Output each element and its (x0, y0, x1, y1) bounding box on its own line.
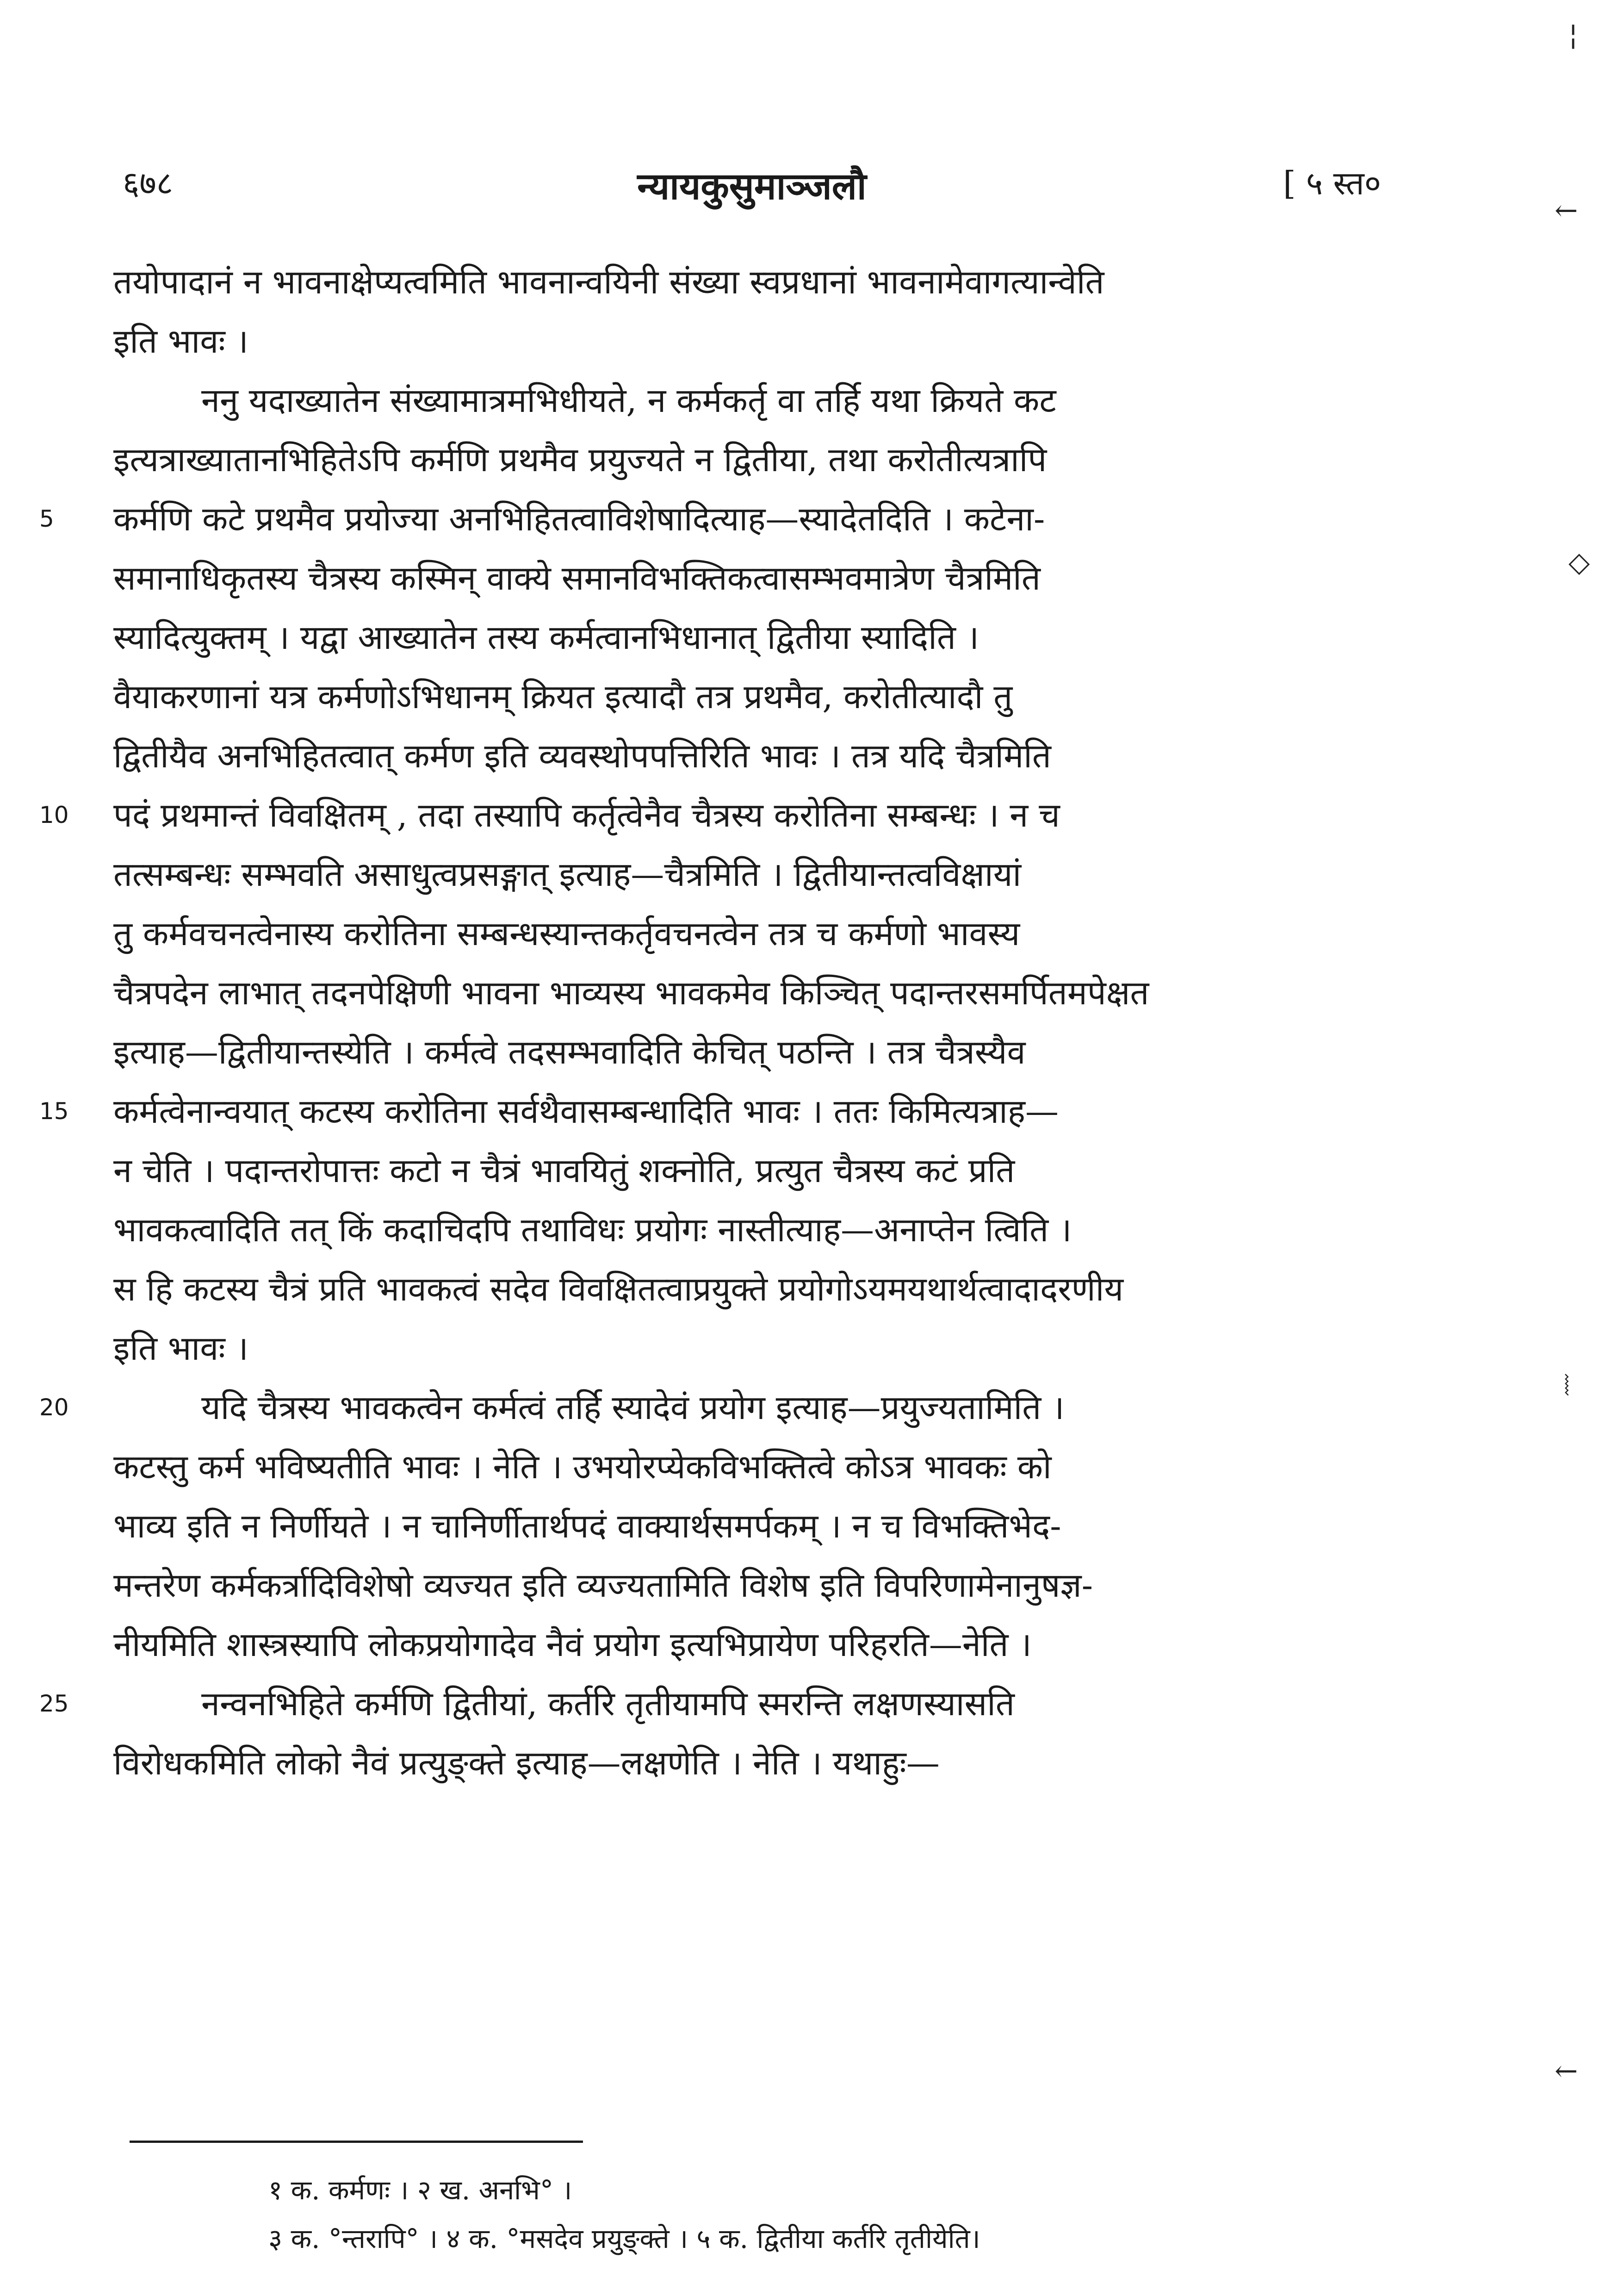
footnote-line: १ क. कर्मणः । २ ख. अनभि° । (268, 2174, 572, 2206)
scan-edge-mark: ← (1555, 2055, 1578, 2087)
main-text (39, 252, 1390, 1793)
section-marker: [ ५ स्त० (1283, 164, 1381, 202)
text-line: तत्सम्बन्धः सम्भवति असाधुत्वप्रसङ्गात् इत्याह—चैत्रमिति । द्वितीयान्तत्वविक्षायां (113, 855, 1022, 894)
line-number: 10 (39, 802, 69, 828)
line-number: 5 (39, 505, 54, 532)
text-line: इत्यत्राख्यातानभिहितेऽपि कर्मणि प्रथमैव प्रयुज्यते न द्वितीया, तथा करोतीत्यत्रापि (113, 440, 1047, 479)
text-line: स हि कटस्य चैत्रं प्रति भावकत्वं सदेव विवक्षितत्वाप्रयुक्ते प्रयोगोऽयमयथार्थत्वादादरणीय (113, 1270, 1124, 1308)
text-line: चैत्रपदेन लाभात् तदनपेक्षिणी भावना भाव्यस्य भावकमेव किञ्चित् पदान्तरसमर्पितमपेक्षत (113, 973, 1149, 1012)
text-line: भावकत्वादिति तत् किं कदाचिदपि तथाविधः प्रयोगः नास्तीत्याह—अनाप्तेन त्विति । (113, 1210, 1072, 1249)
text-line: द्वितीयैव अनभिहितत्वात् कर्मण इति व्यवस्थोपपत्तिरिति भावः । तत्र यदि चैत्रमिति (113, 736, 1051, 775)
line-number: 25 (39, 1690, 69, 1717)
text-line: तु कर्मवचनत्वेनास्य करोतिना सम्बन्धस्यान्तकर्तृवचनत्वेन तत्र च कर्मणो भावस्य (113, 914, 1020, 953)
running-header (123, 160, 1381, 220)
text-line: नीयमिति शास्त्रस्यापि लोकप्रयोगादेव नैवं प्रयोग इत्यभिप्रायेण परिहरति—नेति । (113, 1625, 1032, 1664)
text-line: 5 कर्मणि कटे प्रथमैव प्रयोज्या अनभिहितत्वाविशेषादित्याह—स्यादेतदिति । कटेना- (113, 489, 1390, 548)
text-line: ननु यदाख्यातेन संख्यामात्रमभिधीयते, न कर्मकर्तृ वा तर्हि यथा क्रियते कट (201, 381, 1056, 420)
text-line: इति भावः । (113, 322, 248, 361)
page-number: ६७८ (123, 164, 174, 202)
text-line: कटस्तु कर्म भविष्यतीति भावः । नेति । उभयोरप्येकविभक्तित्वे कोऽत्र भावकः को (113, 1447, 1052, 1486)
footnote-separator (130, 2141, 583, 2143)
footnote-line: ३ क. °न्तरापि° । ४ क. °मसदेव प्रयुङ्क्ते । ५ क. द्वितीया कर्तरि तृतीयेति। (268, 2223, 980, 2254)
text-line: तयोपादानं न भावनाक्षेप्यत्वमिति भावनान्वयिनी संख्या स्वप्रधानां भावनामेवागत्यान्वेति (113, 262, 1104, 301)
text-line: 15 कर्मत्वेनान्वयात् कटस्य करोतिना सर्वथैवासम्बन्धादिति भावः । ततः किमित्यत्राह— (113, 1082, 1390, 1141)
text-line: इति भावः । (113, 1329, 248, 1368)
text-line: इत्याह—द्वितीयान्तस्येति । कर्मत्वे तदसम्भवादिति केचित् पठन्ति । तत्र चैत्रस्यैव (113, 1033, 1026, 1071)
text-line: 25 नन्वनभिहिते कर्मणि द्वितीयां, कर्तरि तृतीयामपि स्मरन्ति लक्षणस्यासति (113, 1674, 1390, 1733)
text-line: भाव्य इति न निर्णीयते । न चानिर्णीतार्थपदं वाक्यार्थसमर्पकम् । न च विभक्तिभेद- (113, 1506, 1061, 1545)
scan-edge-mark: ¦ (1568, 19, 1578, 51)
text-line: समानाधिकृतस्य चैत्रस्य कस्मिन् वाक्ये समानविभक्तिकत्वासम्भवमात्रेण चैत्रमिति (113, 559, 1041, 598)
text-line: न चेति । पदान्तरोपात्तः कटो न चैत्रं भावयितुं शक्नोति, प्रत्युत चैत्रस्य कटं प्रति (113, 1151, 1015, 1190)
text-line: 20 यदि चैत्रस्य भावकत्वेन कर्मत्वं तर्हि स्यादेवं प्रयोग इत्याह—प्रयुज्यतामिति । (113, 1378, 1390, 1437)
scan-edge-mark: ⦚ (1564, 1370, 1570, 1402)
text-line: विरोधकमिति लोको नैवं प्रत्युङ्क्ते इत्याह—लक्षणेति । नेति । यथाहुः— (113, 1743, 940, 1782)
line-number: 15 (39, 1098, 69, 1125)
scan-edge-mark: ◇ (1568, 546, 1590, 579)
scan-edge-mark: ← (1555, 194, 1578, 227)
line-number: 20 (39, 1394, 69, 1421)
running-title: न्यायकुसुमाञ्जलौ (637, 164, 867, 208)
text-line: स्यादित्युक्तम् । यद्वा आख्यातेन तस्य कर्मत्वानभिधानात् द्वितीया स्यादिति । (113, 618, 979, 657)
text-line: 10 पदं प्रथमान्तं विवक्षितम् , तदा तस्यापि कर्तृत्वेनैव चैत्रस्य करोतिना सम्बन्धः । न च (113, 785, 1390, 845)
footnotes (268, 2166, 1425, 2263)
text-line: मन्तरेण कर्मकर्त्रादिविशेषो व्यज्यत इति व्यज्यतामिति विशेष इति विपरिणामेनानुषज्ञ- (113, 1566, 1093, 1605)
text-line: वैयाकरणानां यत्र कर्मणोऽभिधानम् क्रियत इत्यादौ तत्र प्रथमैव, करोतीत्यादौ तु (113, 677, 1013, 716)
